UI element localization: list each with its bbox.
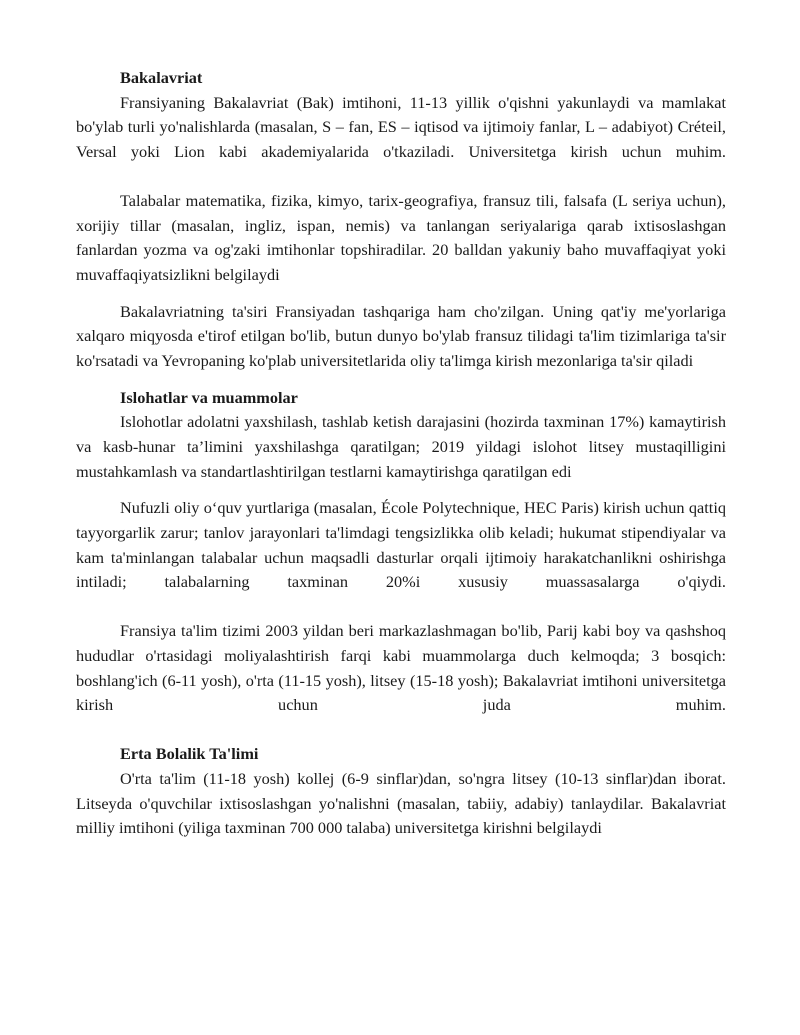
section-heading: Bakalavriat — [120, 68, 203, 87]
section-heading: Islohatlar va muammolar — [120, 387, 298, 407]
paragraph: O'rta ta'lim (11-18 yosh) kollej (6-9 sinflar)dan, so'ngra litsey (10-13 sinflar)dan iborat. Litseyda o'quvchilar ixtisoslashgan yo'nalishni (masalan, tabiiy, adabiy) tanlaydilar. Bakalavriat milliy imtihoni (yiliga taxminan 700 000 talaba) universitetga kirishni belgilaydi — [76, 768, 726, 838]
paragraph: Fransiya ta'lim tizimi 2003 yildan beri markazlashmagan bo'lib, Parij kabi boy va qashshoq hududlar o'rtasidagi moliyalashtirish farqi kabi muammolarga duch kelmoqda; 3 bosqich: boshlang'ich (6-11 yosh), o'rta (11-15 yosh), litsey (15-18 yosh); Bakalavriat imtihoni universitetga kirish uchun juda muhim. — [76, 621, 726, 715]
paragraph: Talabalar matematika, fizika, kimyo, tarix-geografiya, fransuz tili, falsafa (L seriya uchun), xorijiy tillar (masalan, ingliz, ispan, nemis) va tanlangan seriyalariga qarab ixtisoslashgan fanlardan yozma va og'zaki imtihonlar topshiradilar. 20 balldan yakuniy baho muvaffaqiyat yoki muvaffaqiyatsizlikni belgilaydi — [76, 190, 726, 284]
paragraph: Bakalavriatning ta'siri Fransiyadan tashqariga ham cho'zilgan. Uning qat'iy me'yorlariga xalqaro miqyosda e'tirof etilgan bo'lib, butun dunyo bo'ylab fransuz tilidagi ta'lim tizimlariga ta'sir ko'rsatadi va Yevropaning ko'plab universitetlarida oliy ta'limga kirish mezonlariga ta'sir qiladi — [76, 301, 726, 370]
section-heading: Erta Bolalik Ta'limi — [120, 744, 259, 764]
paragraph: Nufuzli oliy o‘quv yurtlariga (masalan, École Polytechnique, HEC Paris) kirish uchun qattiq tayyorgarlik zarur; tanlov jarayonlari ta'limdagi tengsizlikka olib keladi; hukumat stipendiyalar va kam ta'minlangan talabalar uchun maqsadli dasturlar orqali ijtimoiy harakatchanlikni oshirishga intiladi; talabalarning taxminan 20%i xususiy muassasalarga o'qiydi. — [76, 498, 726, 592]
document-body — [76, 66, 726, 841]
paragraph: Fransiyaning Bakalavriat (Bak) imtihoni, 11-13 yillik o'qishni yakunlaydi va mamlakat bo'ylab turli yo'nalishlarda (masalan, S – fan, ES – iqtisod va ijtimoiy fanlar, L – adabiyot) Créteil, Versal yoki Lion kabi akademiyalarida o'tkaziladi. Universitetga kirish uchun muhim. — [76, 92, 726, 161]
paragraph: Islohotlar adolatni yaxshilash, tashlab ketish darajasini (hozirda taxminan 17%) kamaytirish va kasb-hunar ta’limini yaxshilashga qaratilgan; 2019 yildagi islohot litsey mustaqilligini mustahkamlash va standartlashtirilgan testlarni kamaytirishga qaratilgan edi — [76, 412, 726, 481]
